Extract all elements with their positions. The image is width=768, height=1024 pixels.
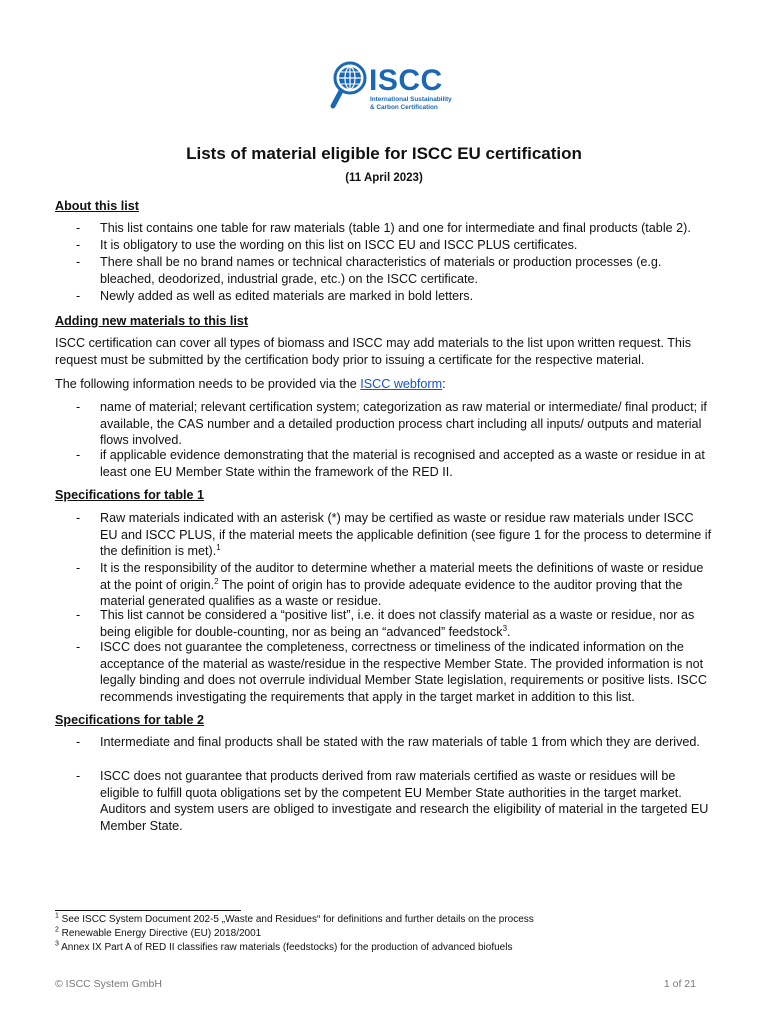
list-item: It is obligatory to use the wording on this list on ISCC EU and ISCC PLUS certificates. bbox=[100, 238, 578, 252]
bullet-dash: - bbox=[76, 561, 81, 575]
footnote-2: $^2$ Renewable Energy Directive (EU) 2018/2001 bbox=[55, 926, 262, 939]
list-item: Raw materials indicated with an asterisk (*) may be certified as waste or residue raw materials under ISCC EU and ISCC PLUS, if the material meets the applicable definition (see figure 1 for the process to determine if the definition is met).$^1$ bbox=[100, 511, 712, 559]
footnote-1: $^1$ See ISCC System Document 202-5 „Waste and Residues“ for definitions and further details on the process bbox=[55, 912, 534, 925]
footnote-divider bbox=[55, 910, 241, 911]
footnote-3: $^3$ Annex IX Part A of RED II classifies raw materials (feedstocks) for the production of advanced biofuels bbox=[55, 940, 513, 953]
adding-heading: Adding new materials to this list bbox=[55, 314, 249, 328]
footnote-ref: 3 bbox=[502, 623, 508, 633]
adding-paragraph: ISCC certification can cover all types of biomass and ISCC may add materials to the list upon written request. This request must be submitted by the certification body prior to issuing a certificate for the respective material. bbox=[55, 336, 692, 367]
list-item: name of material; relevant certification system; categorization as raw material or intermediate/ final product; if available, the CAS number and a detailed production process chart including all inputs/ outputs and material flows involved. bbox=[100, 400, 707, 448]
bullet-dash: - bbox=[76, 221, 81, 235]
list-item: Intermediate and final products shall be stated with the raw materials of table 1 from which they are derived. bbox=[100, 735, 700, 749]
webform-paragraph: The following information needs to be provided via the ISCC webform: bbox=[55, 377, 446, 391]
iscc-webform-link[interactable]: ISCC webform bbox=[360, 377, 443, 391]
list-item: It is the responsibility of the auditor to determine whether a material meets the definitions of waste or residue at the point of origin.$^2$ The point of origin has to provide adequate evidence to the auditor proving that the material generated qualifies as a waste or residue. bbox=[100, 561, 704, 609]
about-heading: About this list bbox=[55, 199, 139, 213]
document-title: Lists of material eligible for ISCC EU certification bbox=[186, 144, 582, 163]
spec2-heading: Specifications for table 2 bbox=[55, 713, 205, 727]
list-item: There shall be no brand names or technical characteristics of materials or production processes (e.g. bleached, deodorized, industrial grade, etc.) on the ISCC certificate. bbox=[100, 255, 662, 286]
document-date: (11 April 2023) bbox=[345, 172, 423, 184]
footnote-ref: 1 bbox=[216, 543, 221, 552]
spec1-heading: Specifications for table 1 bbox=[55, 488, 205, 502]
page-number: 1 of 21 bbox=[663, 978, 696, 990]
bullet-dash: - bbox=[76, 448, 81, 462]
bullet-dash: - bbox=[76, 608, 81, 622]
footer-copyright: © ISCC System GmbH bbox=[55, 978, 162, 990]
logo-wordmark: ISCC bbox=[369, 64, 443, 97]
globe-magnifier-icon bbox=[330, 60, 370, 118]
footnote-ref: 2 bbox=[214, 576, 219, 586]
list-item: Newly added as well as edited materials are marked in bold letters. bbox=[100, 289, 474, 303]
bullet-dash: - bbox=[76, 238, 81, 252]
bullet-dash: - bbox=[76, 255, 81, 269]
bullet-dash: - bbox=[76, 511, 81, 525]
bullet-dash: - bbox=[76, 735, 81, 749]
bullet-dash: - bbox=[76, 640, 81, 654]
bullet-dash: - bbox=[76, 400, 81, 414]
bullet-dash: - bbox=[76, 289, 81, 303]
list-item: This list contains one table for raw materials (table 1) and one for intermediate and final products (table 2). bbox=[100, 221, 691, 235]
logo-tagline: International Sustainability & Carbon Certification bbox=[370, 96, 452, 111]
bullet-dash: - bbox=[76, 769, 81, 783]
list-item: This list cannot be considered a “positive list”, i.e. it does not classify material as a waste or residue, nor as being eligible for double-counting, nor as being an “advanced” feedstock$^3$. bbox=[100, 608, 695, 639]
iscc-logo bbox=[330, 60, 452, 120]
list-item: if applicable evidence demonstrating that the material is recognised and accepted as a waste or residue in at least one EU Member State within the framework of the RED II. bbox=[100, 448, 705, 479]
list-item: ISCC does not guarantee that products derived from raw materials certified as waste or residues will be eligible to fulfill quota obligations set by the competent EU Member State authorities in the target market. Auditors and system users are obliged to investigate and research the eligibility of material in the targeted EU Member State. bbox=[100, 769, 709, 833]
list-item: ISCC does not guarantee the completeness, correctness or timeliness of the indicated information on the acceptance of the material as waste/residue in the respective Member State. The provided information is not legally binding and does not overrule individual Member State legislation, requirements or positive lists. ISCC recommends investigating the requirements that apply in the target market in addition to this list. bbox=[100, 640, 707, 704]
